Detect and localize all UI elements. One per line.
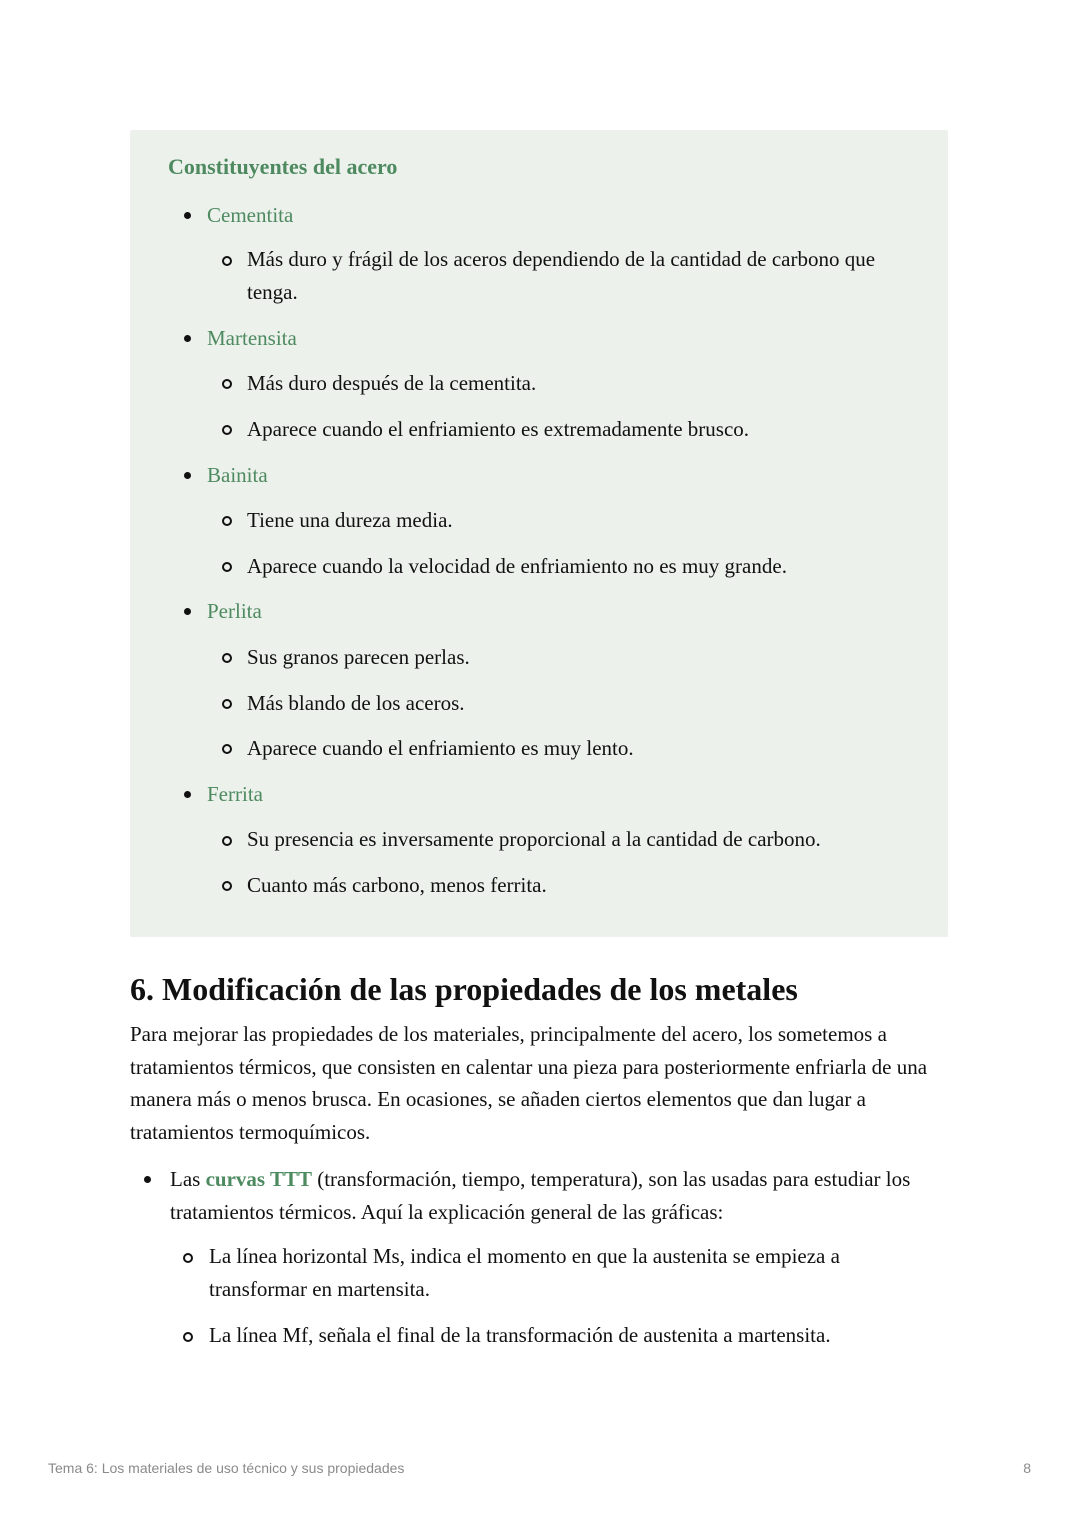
detail-perlita-2: Más blando de los aceros.	[247, 691, 465, 715]
bullet-circle-icon	[222, 699, 232, 709]
bullet-circle-icon	[222, 516, 232, 526]
detail-bainita-1: Tiene una dureza media.	[247, 508, 453, 532]
bullet-circle-icon	[183, 1332, 193, 1342]
term-perlita: Perlita	[207, 599, 262, 623]
bullet-circle-icon	[222, 256, 232, 266]
detail-ferrita-1: Su presencia es inversamente proporcional a la cantidad de carbono.	[247, 827, 821, 851]
curvas-ttt-suffix: (transformación, tiempo, temperatura), son las usadas para estudiar los tratamientos térmicos. Aquí la explicación general de las gráficas:	[170, 1167, 911, 1224]
curvas-ttt-item	[170, 1163, 950, 1228]
bullet-disc-icon	[184, 335, 191, 342]
bullet-circle-icon	[222, 379, 232, 389]
bullet-disc-icon	[184, 212, 191, 219]
detail-ferrita-2: Cuanto más carbono, menos ferrita.	[247, 873, 547, 897]
bullet-circle-icon	[183, 1253, 193, 1263]
callout-box	[130, 130, 948, 937]
ttt-subitem-mf: La línea Mf, señala el final de la transformación de austenita a martensita.	[209, 1323, 831, 1347]
detail-martensita-2: Aparece cuando el enfriamiento es extremadamente brusco.	[247, 417, 750, 441]
page-number: 8	[1023, 1460, 1031, 1476]
bullet-circle-icon	[222, 653, 232, 663]
section-heading: 6. Modificación de las propiedades de los metales	[130, 971, 798, 1007]
term-martensita: Martensita	[207, 326, 297, 350]
detail-perlita-1: Sus granos parecen perlas.	[247, 645, 470, 669]
bullet-circle-icon	[222, 744, 232, 754]
bullet-disc-icon	[144, 1176, 151, 1183]
curvas-ttt-link[interactable]: curvas TTT	[205, 1167, 312, 1191]
footer-title: Tema 6: Los materiales de uso técnico y sus propiedades	[48, 1460, 405, 1476]
term-ferrita: Ferrita	[207, 782, 263, 806]
section-paragraph: Para mejorar las propiedades de los materiales, principalmente del acero, los sometemos a tratamientos térmicos, que consisten en calentar una pieza para posteriormente enfriarla de una manera más o menos brusca. En ocasiones, se añaden ciertos elementos que dan lugar a tratamientos termoquímicos.	[130, 1022, 928, 1144]
bullet-circle-icon	[222, 562, 232, 572]
term-bainita: Bainita	[207, 463, 268, 487]
callout-title: Constituyentes del acero	[168, 154, 398, 179]
detail-cementita-1: Más duro y frágil de los aceros dependiendo de la cantidad de carbono que tenga.	[247, 247, 876, 304]
bullet-circle-icon	[222, 836, 232, 846]
curvas-ttt-prefix: Las	[170, 1167, 206, 1191]
bullet-disc-icon	[184, 791, 191, 798]
bullet-disc-icon	[184, 608, 191, 615]
bullet-circle-icon	[222, 425, 232, 435]
detail-bainita-2: Aparece cuando la velocidad de enfriamiento no es muy grande.	[247, 554, 787, 578]
detail-martensita-1: Más duro después de la cementita.	[247, 371, 537, 395]
bullet-circle-icon	[222, 881, 232, 891]
ttt-subitem-ms: La línea horizontal Ms, indica el momento en que la austenita se empieza a transformar en martensita.	[209, 1244, 840, 1301]
bullet-disc-icon	[184, 472, 191, 479]
term-cementita: Cementita	[207, 203, 294, 227]
detail-perlita-3: Aparece cuando el enfriamiento es muy lento.	[247, 736, 634, 760]
